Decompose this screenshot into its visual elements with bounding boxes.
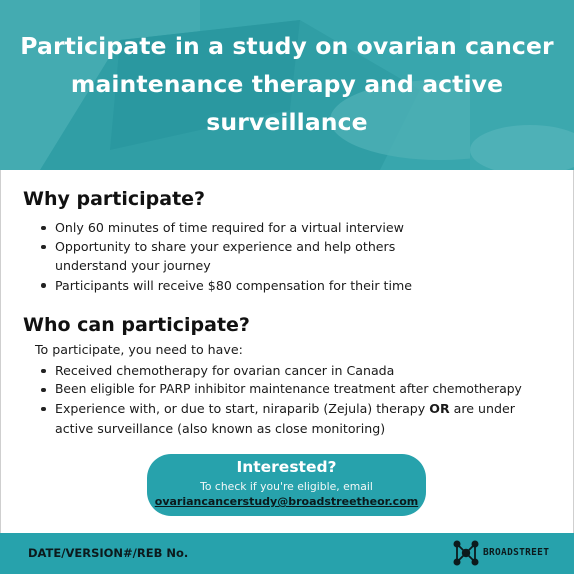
list-item: Received chemotherapy for ovarian cancer in Canada [39, 361, 569, 380]
or-emphasis: OR [429, 401, 450, 417]
cta-text: To check if you're eligible, email [200, 480, 373, 493]
why-heading: Why participate? [23, 188, 206, 210]
cta-title: Interested? [236, 458, 337, 476]
interested-cta-box [147, 454, 426, 516]
who-intro: To participate, you need to have: [35, 342, 243, 357]
hero-title: Participate in a study on ovarian cancer maintenance therapy and active surveillance [20, 32, 554, 136]
list-item-text: are under active surveillance (also known as close monitoring) [55, 401, 515, 436]
list-item: Participants will receive $80 compensation for their time [39, 276, 459, 295]
who-heading: Who can participate? [23, 314, 250, 336]
why-list [39, 218, 459, 295]
list-item [39, 399, 545, 437]
email-link[interactable]: ovariancancerstudy@broadstreetheor.com [154, 495, 419, 508]
hero-banner [0, 0, 574, 170]
network-nodes-icon [450, 537, 482, 569]
list-item: Only 60 minutes of time required for a virtual interview [39, 218, 459, 237]
who-list [39, 361, 569, 438]
logo-wordmark: BROADSTREET [483, 547, 550, 558]
list-item: Been eligible for PARP inhibitor maintenance treatment after chemotherapy [39, 380, 569, 399]
list-item: Opportunity to share your experience and help others understand your journey [39, 237, 425, 275]
list-item-text: Experience with, or due to start, niraparib (Zejula) therapy [55, 401, 430, 417]
footer-version-label: DATE/VERSION#/REB No. [28, 546, 189, 560]
